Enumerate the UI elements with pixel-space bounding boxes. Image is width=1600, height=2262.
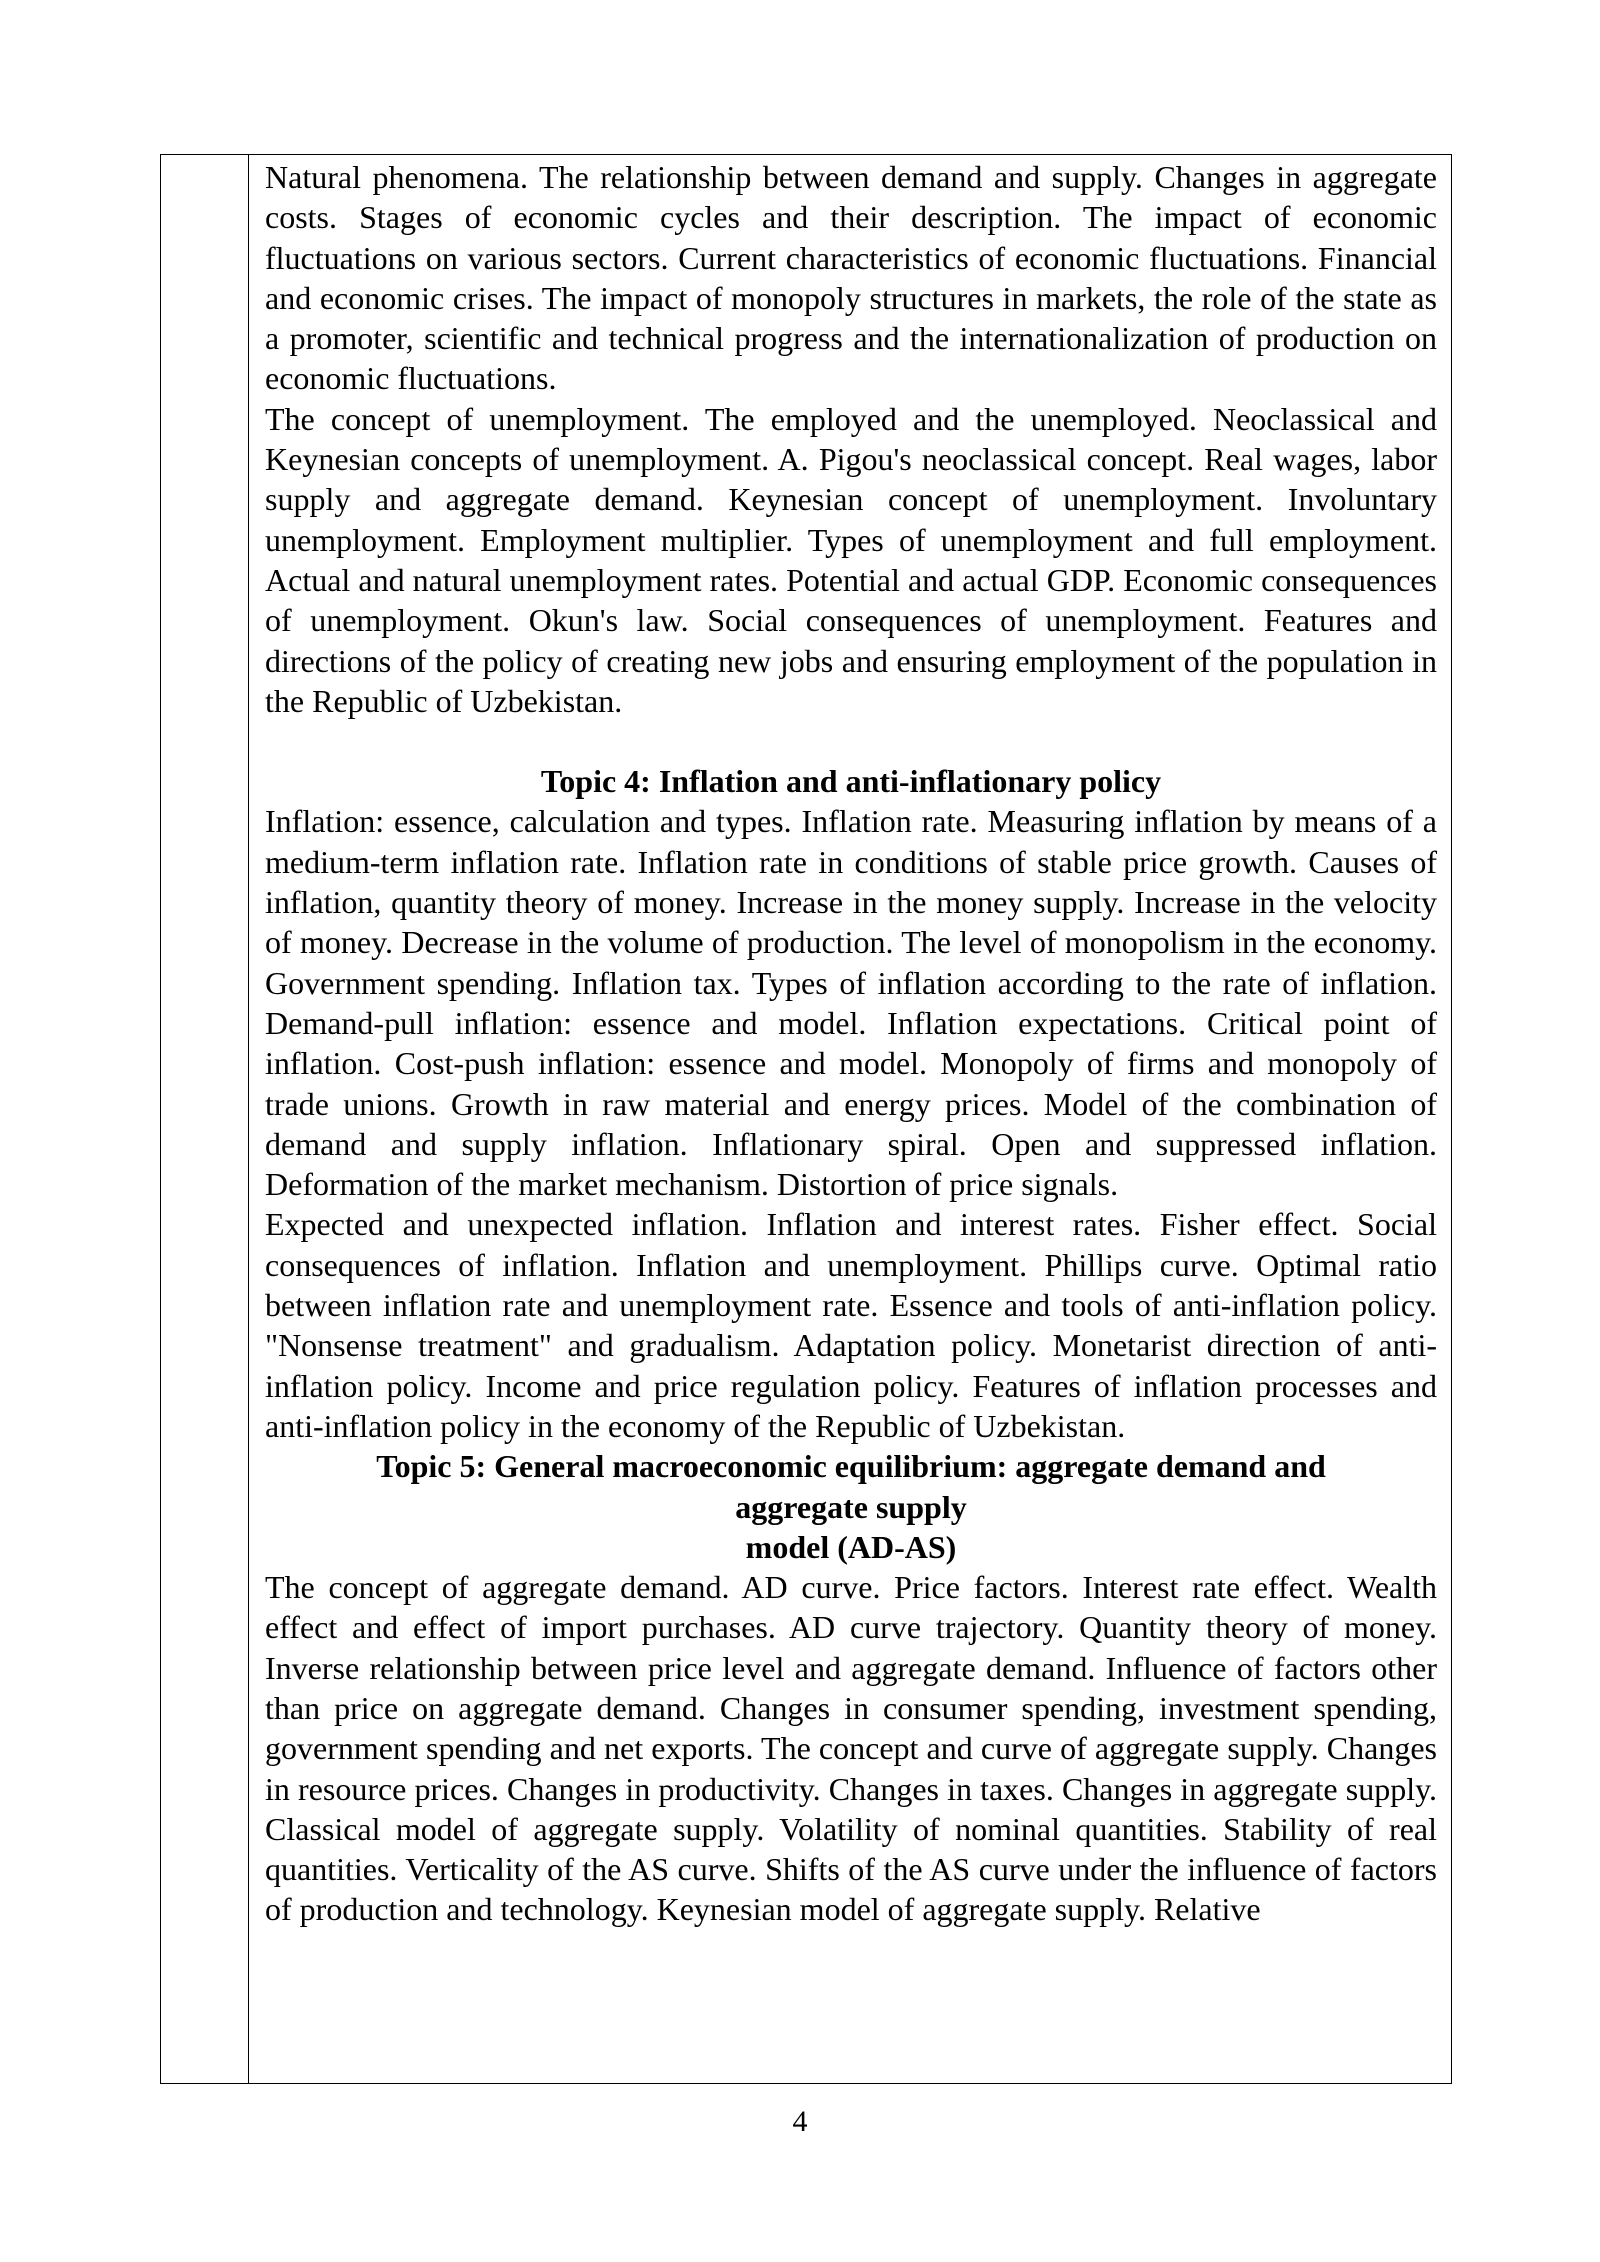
topic-4-heading: Topic 4: Inflation and anti-inflationary policy <box>540 763 1162 800</box>
table-left-column <box>161 155 249 2083</box>
table-content-column <box>265 155 1437 2083</box>
paragraph-economic-fluctuations: Natural phenomena. The relationship between demand and supply. Changes in aggregate costs. Stages of economic cycles and their description. The impact of economic fluctuations on various sectors. Current characteristics of economic fluctuations. Financial and economic crises. The impact of monopoly structures in markets, the role of the state as a promoter, scientific and technical progress and the internationalization of production on economic fluctuations. <box>265 159 1437 397</box>
topic-5-heading-line-2: aggregate supply <box>735 1488 967 1525</box>
topic-5-heading-line-3: model (AD-AS) <box>745 1528 957 1565</box>
paragraph-inflation-essence: Inflation: essence, calculation and types. Inflation rate. Measuring inflation by means of a medium-term inflation rate. Inflation rate in conditions of stable price growth. Causes of inflation, quantity theory of money. Increase in the money supply. Increase in the velocity of money. Decrease in the volume of production. The level of monopolism in the economy. Government spending. Inflation tax. Types of inflation according to the rate of inflation. Demand-pull inflation: essence and model. Inflation expectations. Critical point of inflation. Cost-push inflation: essence and model. Monopoly of firms and monopoly of trade unions. Growth in raw material and energy prices. Model of the combination of demand and supply inflation. Inflationary spiral. Open and suppressed inflation. Deformation of the market mechanism. Distortion of price signals. <box>265 803 1437 1203</box>
page-number: 4 <box>792 2105 808 2138</box>
topic-5-heading-line-1: Topic 5: General macroeconomic equilibrium: aggregate demand and <box>376 1448 1326 1485</box>
content-table <box>160 154 1452 2084</box>
paragraph-aggregate-demand: The concept of aggregate demand. AD curve. Price factors. Interest rate effect. Wealth effect and effect of import purchases. AD curve trajectory. Quantity theory of money. Inverse relationship between price level and aggregate demand. Influence of factors other than price on aggregate demand. Changes in consumer spending, investment spending, government spending and net exports. The concept and curve of aggregate supply. Changes in resource prices. Changes in productivity. Changes in taxes. Changes in aggregate supply. Classical model of aggregate supply. Volatility of nominal quantities. Stability of real quantities. Verticality of the AS curve. Shifts of the AS curve under the influence of factors of production and technology. Keynesian model of aggregate supply. Relative <box>265 1569 1437 1928</box>
paragraph-unemployment: The concept of unemployment. The employed and the unemployed. Neoclassical and Keynesian concepts of unemployment. A. Pigou's neoclassical concept. Real wages, labor supply and aggregate demand. Keynesian concept of unemployment. Involuntary unemployment. Employment multiplier. Types of unemployment and full employment. Actual and natural unemployment rates. Potential and actual GDP. Economic consequences of unemployment. Okun's law. Social consequences of unemployment. Features and directions of the policy of creating new jobs and ensuring employment of the population in the Republic of Uzbekistan. <box>265 400 1437 719</box>
paragraph-inflation-consequences: Expected and unexpected inflation. Inflation and interest rates. Fisher effect. Social consequences of inflation. Inflation and unemployment. Phillips curve. Optimal ratio between inflation rate and unemployment rate. Essence and tools of anti-inflation policy. "Nonsense treatment" and gradualism. Adaptation policy. Monetarist direction of anti-inflation policy. Income and price regulation policy. Features of inflation processes and anti-inflation policy in the economy of the Republic of Uzbekistan. <box>265 1206 1437 1444</box>
